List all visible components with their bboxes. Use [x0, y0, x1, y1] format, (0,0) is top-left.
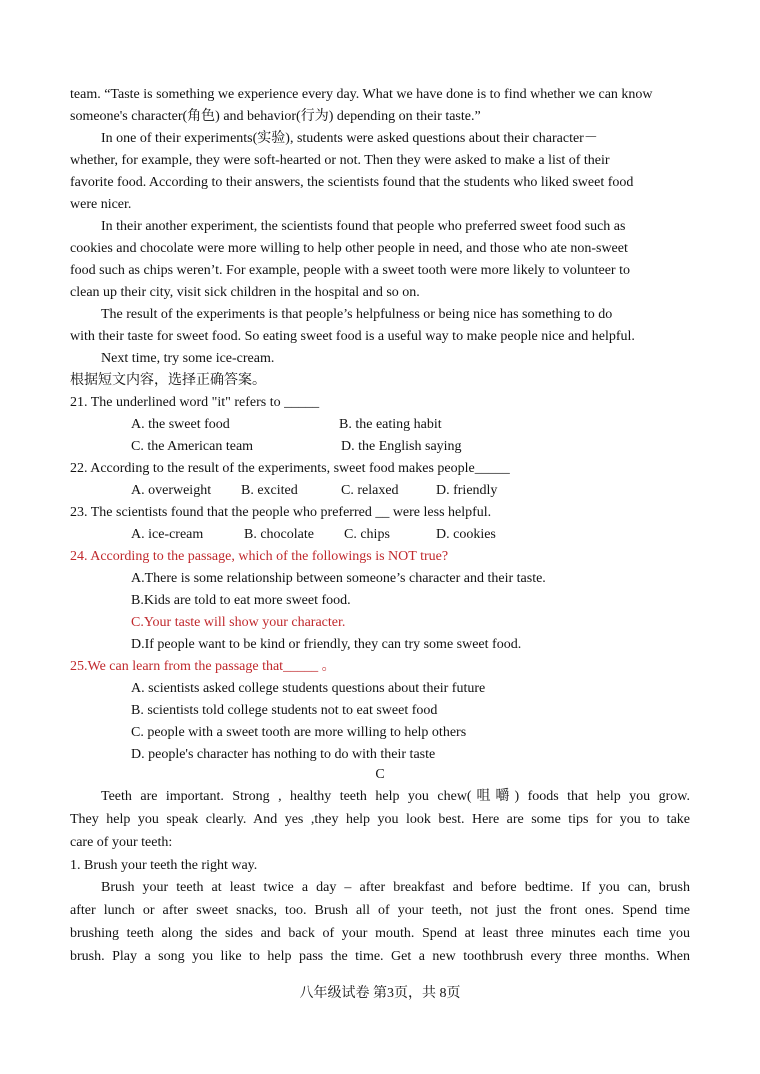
option-22a: A. overweight — [131, 483, 212, 498]
passage-line: The result of the experiments is that people’s helpfulness or being nice has something to do — [101, 307, 613, 322]
section-letter: C — [375, 767, 385, 782]
option-22b: B. excited — [241, 483, 298, 498]
option-23d: D. cookies — [436, 527, 496, 542]
question-stem-25: 25.We can learn from the passage that_____ 。 — [70, 659, 336, 674]
option-25d: D. people's character has nothing to do with their taste — [131, 747, 436, 762]
option-21b: B. the eating habit — [339, 417, 442, 432]
section-c-line: Brush your teeth at least twice a day – after breakfast and before bedtime. If you can, brush — [101, 880, 690, 895]
section-c-line: brush. Play a song you like to help pass the time. Get a new toothbrush every three months. When — [70, 949, 690, 964]
passage-line: with their taste for sweet food. So eating sweet food is a useful way to make people nice and helpful. — [70, 329, 635, 344]
passage-line: whether, for example, they were soft-hearted or not. Then they were asked to make a list of their — [70, 153, 610, 168]
passage-line: clean up their city, visit sick children in the hospital and so on. — [70, 285, 420, 300]
passage-line: In one of their experiments(实验), students were asked questions about their character－ — [101, 131, 598, 146]
passage-line: Next time, try some ice-cream. — [101, 351, 275, 366]
question-stem-21: 21. The underlined word "it" refers to _____ — [70, 395, 320, 410]
section-c-line: care of your teeth: — [70, 835, 173, 850]
section-c-line: They help you speak clearly. And yes ,they help you look best. Here are some tips for you to take — [70, 812, 690, 827]
option-24b: B.Kids are told to eat more sweet food. — [131, 593, 351, 608]
option-21d: D. the English saying — [341, 439, 462, 454]
question-stem-23: 23. The scientists found that the people who preferred __ were less helpful. — [70, 505, 492, 520]
passage-line: favorite food. According to their answers, the scientists found that the students who liked sweet food — [70, 175, 634, 190]
passage-line: food such as chips weren’t. For example, people with a sweet tooth were more likely to volunteer to — [70, 263, 630, 278]
instruction: 根据短文内容，选择正确答案。 — [70, 373, 266, 388]
question-stem-22: 22. According to the result of the experiments, sweet food makes people_____ — [70, 461, 510, 476]
option-23b: B. chocolate — [244, 527, 314, 542]
section-c-line: brushing teeth along the sides and back of your mouth. Spend at least three minutes each time you — [70, 926, 690, 941]
option-21a: A. the sweet food — [131, 417, 230, 432]
passage-line: cookies and chocolate were more willing to help other people in need, and those who ate non-sweet — [70, 241, 628, 256]
question-stem-24: 24. According to the passage, which of the followings is NOT true? — [70, 549, 449, 564]
option-21c: C. the American team — [131, 439, 254, 454]
option-23a: A. ice-cream — [131, 527, 204, 542]
option-24c: C.Your taste will show your character. — [131, 615, 346, 630]
section-c-line: 1. Brush your teeth the right way. — [70, 858, 258, 873]
passage-line: In their another experiment, the scientists found that people who preferred sweet food such as — [101, 219, 626, 234]
page-footer: 八年级试卷 第3页，共 8页 — [299, 986, 461, 1001]
option-22c: C. relaxed — [341, 483, 399, 498]
passage-line: team. “Taste is something we experience every day. What we have done is to find whether we can know — [70, 87, 653, 102]
option-22d: D. friendly — [436, 483, 498, 498]
option-25a: A. scientists asked college students questions about their future — [131, 681, 486, 696]
option-25c: C. people with a sweet tooth are more willing to help others — [131, 725, 467, 740]
passage-line: were nicer. — [70, 197, 132, 212]
option-23c: C. chips — [344, 527, 390, 542]
passage-line: someone's character(角色) and behavior(行为) depending on their taste.” — [70, 109, 481, 124]
option-24d: D.If people want to be kind or friendly, they can try some sweet food. — [131, 637, 522, 652]
option-25b: B. scientists told college students not to eat sweet food — [131, 703, 438, 718]
section-c-line: Teeth are important. Strong , healthy teeth help you chew(咀嚼) foods that help you grow. — [101, 789, 690, 804]
option-24a: A.There is some relationship between someone’s character and their taste. — [131, 571, 546, 586]
section-c-line: after lunch or after sweet snacks, too. Brush all of your teeth, not just the front ones. Spend time — [70, 903, 690, 918]
